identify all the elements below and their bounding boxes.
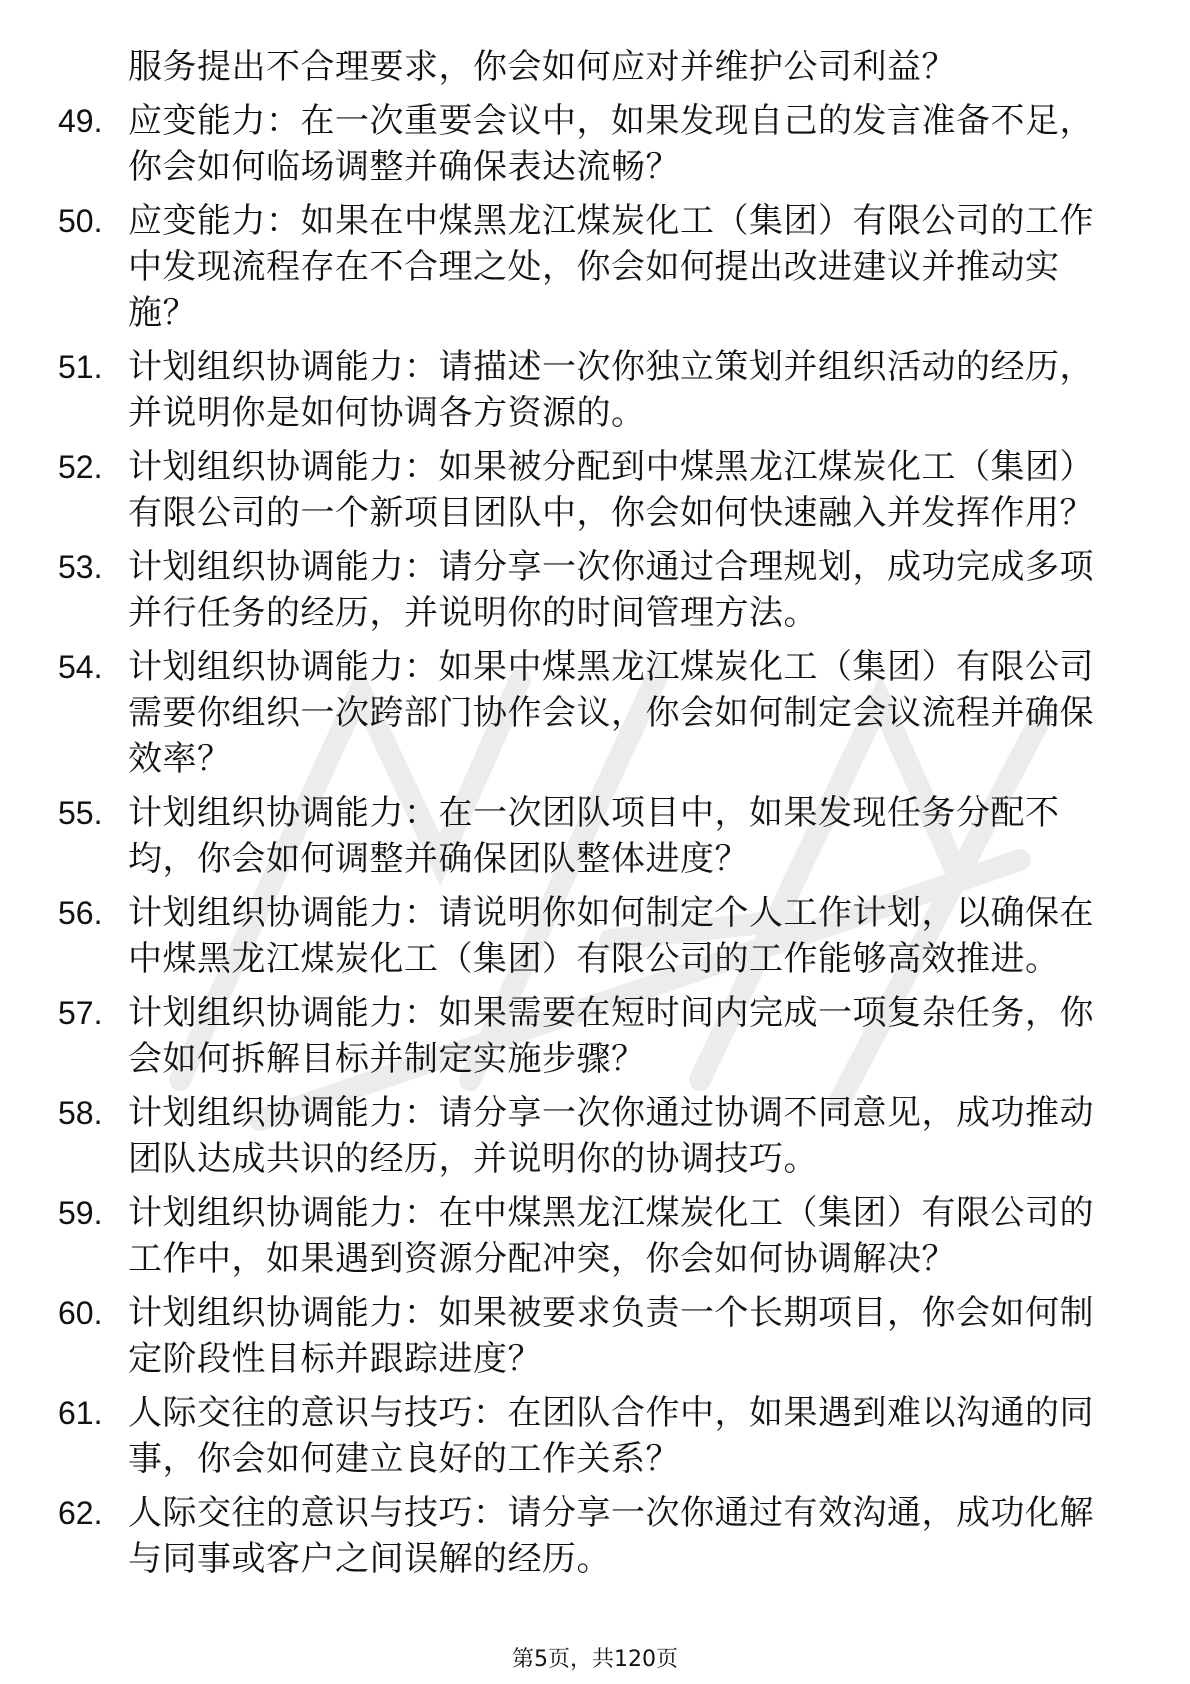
question-item (58, 1290, 1108, 1382)
question-number: 53. (58, 549, 103, 585)
question-text: 计划组织协调能力：请分享一次你通过协调不同意见，成功推动团队达成共识的经历，并说明你的协调技巧。 (128, 1093, 1094, 1179)
question-text: 计划组织协调能力：如果中煤黑龙江煤炭化工（集团）有限公司需要你组织一次跨部门协作会议，你会如何制定会议流程并确保效率？ (128, 647, 1094, 779)
question-item (58, 644, 1108, 782)
question-number: 52. (58, 449, 103, 485)
question-list (58, 98, 1108, 1582)
question-number: 51. (58, 349, 103, 385)
question-text: 人际交往的意识与技巧：请分享一次你通过有效沟通，成功化解与同事或客户之间误解的经历。 (128, 1493, 1094, 1579)
question-text: 计划组织协调能力：在中煤黑龙江煤炭化工（集团）有限公司的工作中，如果遇到资源分配冲突，你会如何协调解决？ (128, 1193, 1094, 1279)
question-item (58, 198, 1108, 336)
question-text: 计划组织协调能力：请分享一次你通过合理规划，成功完成多项并行任务的经历，并说明你的时间管理方法。 (128, 547, 1094, 633)
question-number: 49. (58, 103, 103, 139)
question-item (58, 990, 1108, 1082)
question-number: 56. (58, 895, 103, 931)
question-item (58, 890, 1108, 982)
question-item (58, 544, 1108, 636)
question-item (58, 1090, 1108, 1182)
question-item (58, 98, 1108, 190)
question-number: 54. (58, 649, 103, 685)
question-item (58, 1190, 1108, 1282)
question-text: 计划组织协调能力：在一次团队项目中，如果发现任务分配不均，你会如何调整并确保团队整体进度？ (128, 793, 1060, 879)
continued-question-text: 服务提出不合理要求，你会如何应对并维护公司利益？ (128, 47, 956, 87)
question-text: 应变能力：在一次重要会议中，如果发现自己的发言准备不足，你会如何临场调整并确保表达流畅？ (128, 101, 1094, 187)
question-text: 应变能力：如果在中煤黑龙江煤炭化工（集团）有限公司的工作中发现流程存在不合理之处，你会如何提出改进建议并推动实施？ (128, 201, 1094, 333)
question-text: 人际交往的意识与技巧：在团队合作中，如果遇到难以沟通的同事，你会如何建立良好的工作关系？ (128, 1393, 1094, 1479)
question-text: 计划组织协调能力：如果被分配到中煤黑龙江煤炭化工（集团）有限公司的一个新项目团队中，你会如何快速融入并发挥作用？ (128, 447, 1094, 533)
question-text: 计划组织协调能力：请说明你如何制定个人工作计划，以确保在中煤黑龙江煤炭化工（集团）有限公司的工作能够高效推进。 (128, 893, 1094, 979)
question-number: 59. (58, 1195, 103, 1231)
page-footer: 第5页，共120页 (512, 1647, 678, 1672)
question-item (58, 444, 1108, 536)
question-number: 60. (58, 1295, 103, 1331)
question-number: 55. (58, 795, 103, 831)
question-text: 计划组织协调能力：如果被要求负责一个长期项目，你会如何制定阶段性目标并跟踪进度？ (128, 1293, 1094, 1379)
question-number: 57. (58, 995, 103, 1031)
question-text: 计划组织协调能力：请描述一次你独立策划并组织活动的经历，并说明你是如何协调各方资源的。 (128, 347, 1094, 433)
question-text: 计划组织协调能力：如果需要在短时间内完成一项复杂任务，你会如何拆解目标并制定实施步骤？ (128, 993, 1094, 1079)
question-item (58, 344, 1108, 436)
question-number: 58. (58, 1095, 103, 1131)
question-number: 62. (58, 1495, 103, 1531)
question-item (58, 1390, 1108, 1482)
question-number: 61. (58, 1395, 103, 1431)
question-item (58, 790, 1108, 882)
question-number: 50. (58, 203, 103, 239)
question-content (58, 44, 1108, 1590)
question-item (58, 1490, 1108, 1582)
